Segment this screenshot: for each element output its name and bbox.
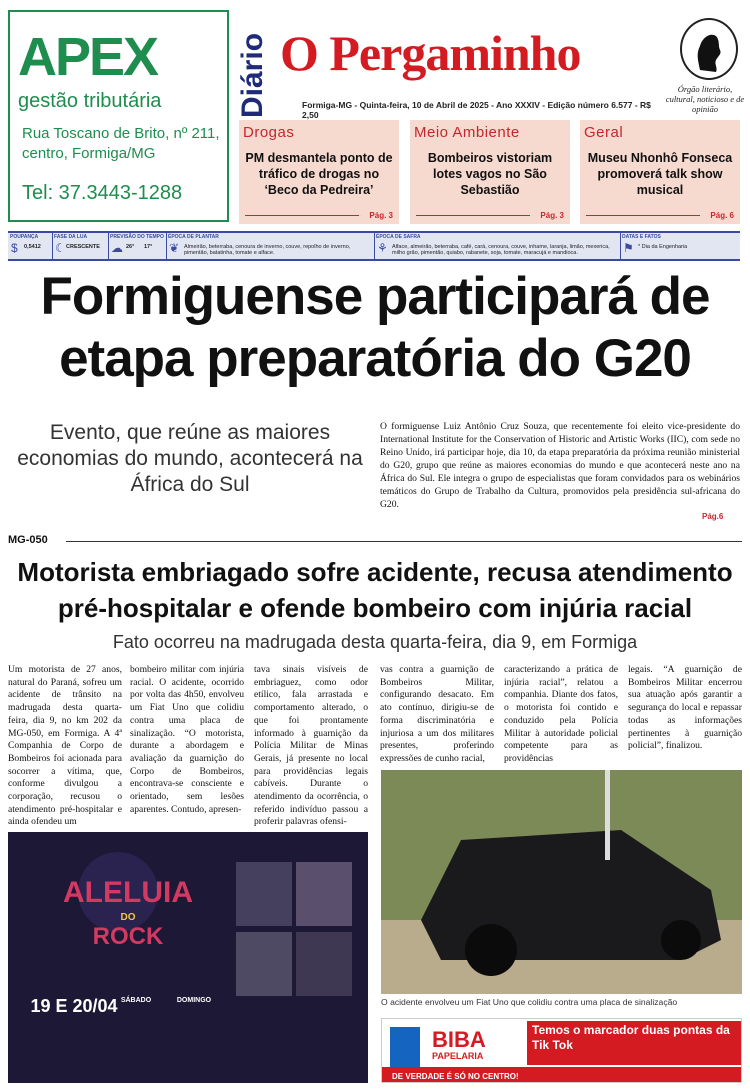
poster-title-rock: ROCK (92, 923, 164, 950)
divider (66, 541, 742, 542)
section-teaser-geral[interactable] (580, 120, 740, 224)
silhouette-seal-icon (680, 18, 738, 80)
aleluia-rock-poster[interactable] (8, 832, 368, 1083)
apex-logo: APEX (18, 27, 158, 87)
kicker-mg050: MG-050 (8, 534, 48, 546)
section-label: Meio Ambiente (414, 124, 520, 141)
poster-dates: 19 E 20/04 (30, 996, 118, 1016)
main-page-ref: Pág.6 (702, 512, 724, 521)
story-column-1: Um motorista de 27 anos, natural do Paraná, sofreu um acidente de trânsito na madrugada desta quarta-feira, dia 9, no km 202 da MG-050, em Formiga. A 4ª Companhia de Corpo de Bombeiros foi acionada para socorrer a vítima, que, conforme divulgou a corporação, recusou o atendimento pré-hospitalar e ainda ofendeu um (8, 664, 122, 828)
strip-dollar: POUPANÇA $ 0,5412 (8, 233, 53, 259)
section-teaser-drogas[interactable] (239, 120, 399, 224)
section-headline: Bombeiros vistoriam lotes vagos no São Sebastião (427, 151, 553, 197)
apex-ad[interactable] (8, 10, 229, 222)
info-strip (8, 231, 740, 261)
biba-slogan: DE VERDADE É SÓ NO CENTRO! (392, 1072, 519, 1081)
main-deck: Evento, que reúne as maiores economias do mundo, acontecerá na África do Sul (17, 421, 363, 496)
divider (416, 215, 530, 216)
masthead-title-text: O Pergaminho (280, 25, 581, 81)
divider (245, 215, 359, 216)
accident-photo (381, 770, 742, 994)
section-headline: PM desmantela ponto de tráfico de drogas no ‘Beco da Pedreira’ (245, 151, 393, 197)
page-ref: Pág. 6 (710, 211, 734, 220)
biba-sub: PAPELARIA (432, 1051, 484, 1061)
story-column-5: caracterizando a prática de injúria racial”, relatou a companhia. Diante dos fatos, o motorista foi contido e conduzido pela Polícia Militar à autoridade policial competente para as providências (504, 664, 618, 764)
section-label: Drogas (243, 124, 295, 141)
biba-promo: Temos o marcador duas pontas da Tik Tok (532, 1023, 730, 1052)
poster-sunday: DOMINGO (176, 997, 212, 1004)
main-headline[interactable]: Formiguense participará de etapa preparatória do G20 (40, 267, 710, 388)
strip-weather: PREVISÃO DO TEMPO ☁ 26° 17° (108, 233, 167, 259)
story-column-2: bombeiro militar com injúria racial. O acidente, ocorrido por volta das 4h50, envolveu um Fiat Uno que colidiu contra uma placa de sinalização. “O motorista, durante a abordagem e avaliação da guarnição do Corpo de Bombeiros, encontrava-se consciente e orientado, sem lesões aparentes. Contudo, apresen- (130, 664, 244, 815)
apex-address: Rua Toscano de Brito, nº 211, centro, Formiga/MG (22, 125, 220, 162)
strip-harvest: ÉPOCA DE SAFRA ⚘ Alface, almeirão, beterraba, café, cará, cenoura, couve, inhame, laranja, limão, mexerica, milho grão, pimentão, quiabo, rabanete, soja, tomate, maracujá e mandioca. (374, 233, 621, 259)
story-column-4: vas contra a guarnição de Bombeiros Militar, configurando desacato. Em ato contínuo, dirigiu-se de forma discriminatória e injuriosa a um dos militares presentes, proferindo expressões de cunho racial, (380, 664, 494, 764)
apex-phone: Tel: 37.3443-1288 (22, 182, 183, 204)
second-headline[interactable]: Motorista embriagado sofre acidente, recusa atendimento pré-hospitalar e ofende bombeiro com injúria racial (17, 557, 733, 623)
strip-moon: FASE DA LUA ☾ CRESCENTE (52, 233, 109, 259)
moon-icon: ☾ (55, 241, 66, 255)
section-label: Geral (584, 124, 624, 141)
story-column-6: legais. “A guarnição de Bombeiros Militar encerrou sua atuação após garantir a segurança do local e repassar todas as informações pertinentes à guarnição policial”, finalizou. (628, 664, 742, 752)
sprout-icon: ❦ (169, 241, 180, 255)
section-teaser-meio-ambiente[interactable] (410, 120, 570, 224)
poster-title-do: DO (120, 912, 136, 923)
seal-caption: Órgão literário, cultural, noticioso e de opinião (665, 84, 745, 114)
strip-plant: ÉPOCA DE PLANTAR ❦ Almeirão, beterraba, cenoura de inverno, couve, repolho de inverno, pimentão, batatinha, tomate e alface. (166, 233, 375, 259)
photo-caption: O acidente envolveu um Fiat Uno que colidiu contra uma placa de sinalização (381, 997, 678, 1007)
section-headline: Museu Nhonhô Fonseca promoverá talk show musical (587, 151, 733, 197)
biba-brand: BIBA (432, 1027, 486, 1052)
flag-icon: ⚑ (623, 241, 634, 255)
harvest-icon: ⚘ (377, 241, 388, 255)
biba-ad[interactable] (381, 1018, 742, 1083)
main-lede: O formiguense Luiz Antônio Cruz Souza, que recentemente foi eleito vice-presidente do International Institute for the Conservation of Historic and Artistic Works (IIC), com sede no Reino Unido, irá participar hoje, dia 10, da etapa preparatória da próxima reunião ministerial do G20, grupo que reúne as maiores economias do mundo e que acontecerá neste ano na África do Sul. Ele integra o grupo de especialistas que foram convidados para os webinários temáticos do Grupo de Trabalho da Cultura, promovidos pela presidência sul-africana do G20. (380, 421, 740, 510)
second-deck: Fato ocorreu na madrugada desta quarta-feira, dia 9, em Formiga (112, 632, 638, 652)
apex-tagline: gestão tributária (18, 90, 162, 112)
diario-text: Diário (236, 32, 269, 118)
poster-title: ALELUIA (63, 876, 193, 909)
cloud-icon: ☁ (111, 241, 123, 255)
page-ref: Pág. 3 (540, 211, 564, 220)
poster-saturday: SÁBADO (120, 997, 152, 1004)
diario-label (232, 14, 270, 118)
divider (586, 215, 700, 216)
masthead-title[interactable] (280, 18, 650, 94)
strip-dates: DATAS E FATOS ⚑ * Dia da Engenharia (622, 234, 688, 255)
page-ref: Pág. 3 (369, 211, 393, 220)
dateline: Formiga-MG - Quinta-feira, 10 de Abril de 2025 - Ano XXXIV - Edição número 6.577 - R$ 2,50 (302, 100, 651, 120)
story-column-3: tava sinais visíveis de embriaguez, como odor etílico, fala arrastada e comportamento alterado, o que foi prontamente informado à guarnição da Polícia Militar de Minas Gerais, já presente no local para providências legais cabíveis. Durante o atendimento da ocorrência, o referido indivíduo passou a proferir palavras ofensi- (254, 664, 368, 828)
dollar-icon: $ (11, 241, 18, 255)
